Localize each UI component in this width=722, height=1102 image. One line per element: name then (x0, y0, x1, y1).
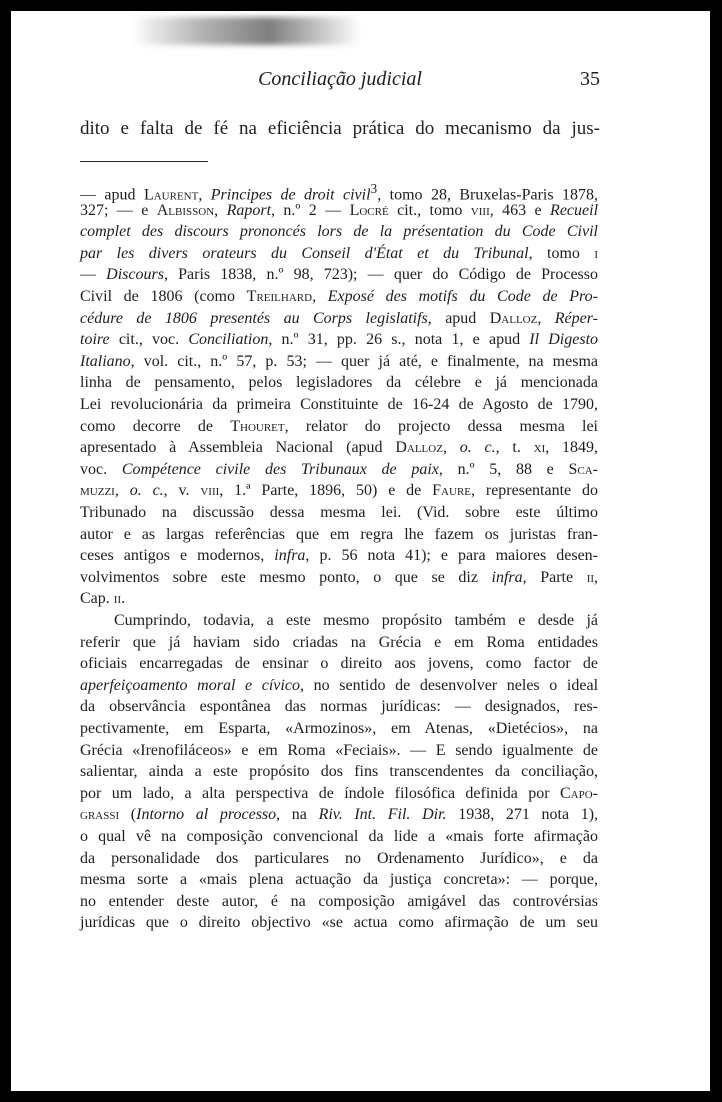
text-run: , t. (495, 439, 534, 457)
text-run: jurídicas que o direito objectivo «se actua como afirmação de um seu (80, 914, 598, 932)
footnote-line (80, 524, 598, 545)
footnote-line (80, 653, 598, 674)
text-run: linha de pensamento, pelos legisladores da célebre e já mencionada (80, 374, 598, 392)
page-number: 35 (580, 68, 600, 90)
text-run: ( (119, 806, 137, 824)
text-run: Raport (226, 201, 272, 219)
footnote-line (80, 869, 598, 890)
text-run: cit., tomo (388, 201, 471, 219)
text-run: Cap. (80, 590, 114, 608)
footnote-line (80, 221, 598, 242)
text-run: apresentado à Assembleia Nacional (apud (80, 439, 396, 457)
text-run: , vol. cit., n.º 57, p. 53; — quer já até, e finalmente, na mesma (130, 352, 598, 370)
text-run: Capo- (559, 784, 598, 802)
text-run: ii (113, 590, 122, 608)
text-run: ii (586, 568, 595, 586)
footnote-line (80, 912, 598, 933)
text-run: Réper- (554, 309, 598, 327)
main-text-line: dito e falta de fé na eficiência prática do mecanismo da jus- (80, 118, 600, 139)
text-run: infra (491, 568, 523, 586)
text-run: Recueil (550, 201, 599, 219)
text-run: 327; — e (80, 201, 157, 219)
text-run: mesma sorte a «mais plena actuação da justiça concreta»: — porque, (80, 871, 598, 889)
text-run: viii (470, 201, 490, 219)
text-run: no entender deste autor, é na composição amigável das controvérsias (80, 892, 598, 910)
text-run: da observância espontânea das normas jurídicas: — designados, res- (80, 698, 598, 716)
text-run: , 463 e (489, 201, 551, 219)
text-run: referir que já haviam sido criadas na Grécia e em Roma entidades (80, 633, 598, 651)
text-run: da personalidade dos particulares no Ordenamento Jurídico», e da (80, 849, 598, 867)
text-run: , relator do projecto dessa mesma lei (284, 417, 599, 435)
text-run: 3 (370, 181, 378, 196)
footnote-line (80, 394, 598, 415)
text-run: grassi (80, 806, 120, 824)
footnote-line (80, 848, 598, 869)
text-run: Discours (106, 266, 164, 284)
footnote-line (80, 308, 598, 329)
text-run: Italiano (80, 352, 131, 370)
text-run: , n.º 5, 88 e (438, 460, 569, 478)
footnote-line (80, 891, 598, 912)
text-run: Riv. Int. Fil. Dir. (318, 806, 447, 824)
text-run: , Paris 1838, n.º 98, 723); — quer do Código de Processo (163, 266, 599, 284)
footnote-line (114, 610, 598, 631)
text-run: aperfeiçoamento moral e cívico (80, 676, 300, 694)
text-run: pectivamente, em Esparta, «Armozinos», em Atenas, «Dietécios», na (80, 720, 598, 737)
text-run: cédure de 1806 presentés au Corps legislatifs (80, 309, 428, 327)
text-run: Civil de 1806 (como (80, 288, 247, 305)
footnote-line (80, 804, 598, 825)
footnote-line (80, 502, 598, 523)
text-run: — (80, 266, 107, 284)
text-run: Intorno al processo (136, 806, 277, 824)
text-run: Thouret (230, 417, 285, 435)
text-run: ceses antigos e modernos, (80, 547, 275, 565)
text-run: , (594, 568, 599, 586)
footnote-line (80, 740, 598, 761)
text-run: Tribunado na discussão dessa mesma lei. (Vid. sobre este último (80, 504, 598, 521)
footnote-line (80, 588, 598, 609)
text-run: Conciliation (188, 331, 269, 349)
footnote-line (80, 632, 598, 653)
text-run: Principes de droit civil (210, 186, 371, 204)
text-run: Il Digesto (529, 331, 599, 349)
text-run: cit., voc. (109, 331, 189, 349)
text-run: infra (274, 547, 306, 565)
text-run: , representante do (471, 482, 599, 500)
text-run: xi (533, 439, 546, 457)
text-run: , na (276, 806, 319, 824)
footnote-line (80, 826, 598, 847)
text-run: , Parte (522, 568, 587, 586)
text-run: , (537, 309, 555, 327)
text-run: como decorre de (80, 417, 231, 435)
footnote-line (80, 696, 598, 717)
footnote-line (80, 329, 598, 350)
text-run: volvimentos sobre este mesmo ponto, o que se diz (80, 568, 492, 586)
text-run: , tomo (528, 244, 595, 262)
text-run: , p. 56 nota 41); e para maiores desen- (305, 547, 598, 565)
text-run: . (121, 590, 126, 608)
scan-smudge (131, 17, 361, 45)
text-run: , n.º 31, pp. 26 s., nota 1, e apud (268, 331, 530, 349)
text-run: Compétence civile des Tribunaux de paix (121, 460, 439, 478)
text-run: complet des discours prononcés lors de la présentation du Code Civil (80, 223, 598, 241)
text-run: i (594, 244, 599, 262)
text-run: , 1.ª Parte, 1896, 50) e de (219, 482, 433, 500)
footnote-line (80, 783, 598, 804)
text-run: o. c. (129, 482, 164, 500)
text-run: voc. (80, 460, 122, 478)
text-run: Laurent (143, 186, 199, 204)
text-run: , n.º 2 — (271, 201, 350, 219)
running-title: Conciliação judicial (258, 68, 422, 90)
text-run: salientar, ainda a este propósito dos fins transcendentes da conciliação, (80, 763, 598, 781)
text-run: Exposé des motifs du Code de Pro- (327, 288, 599, 305)
footnote-line (80, 480, 598, 501)
text-run: , (198, 186, 211, 204)
text-run: Treilhard (246, 288, 313, 305)
text-run: viii (200, 482, 220, 500)
footnote-line (80, 437, 598, 458)
footnote-line (80, 459, 598, 480)
text-run: , apud (427, 309, 490, 327)
footnote-line (80, 286, 598, 307)
text-run: , (442, 439, 460, 457)
footnote-line (80, 372, 598, 393)
text-run: — apud (80, 186, 144, 204)
text-run: toire (80, 331, 110, 349)
text-run: , tomo 28, Bruxelas-Paris 1878, (377, 186, 599, 204)
text-run: Locré (349, 201, 389, 219)
footnote-line (80, 761, 598, 782)
text-run: Dalloz (395, 439, 443, 457)
text-run: Cumprindo, todavia, a este mesmo propósito também e desde já (114, 612, 598, 629)
text-run: , v. (163, 482, 201, 500)
text-run: muzzi (80, 482, 115, 500)
text-run: , (214, 201, 227, 219)
text-run: , 1849, (545, 439, 599, 457)
text-run: Faure (432, 482, 471, 500)
text-run: o qual vê na composição convencional da lide a «mais forte afirmação (80, 828, 598, 845)
footnote-line (80, 264, 598, 285)
footnote-line (80, 416, 598, 437)
footnote-line (80, 675, 598, 696)
text-run: o. c. (459, 439, 496, 457)
footnote-line (80, 567, 598, 588)
text-run: Dalloz (489, 309, 538, 327)
text-run: , (312, 288, 328, 305)
text-run: Grécia «Irenofiláceos» e em Roma «Feciais». — E sendo igualmente de (80, 741, 598, 759)
footnote-line (80, 200, 598, 221)
text-run: 1938, 271 nota 1), (446, 806, 599, 824)
text-run: por um lado, a alta perspectiva de índole filosófica definida por (80, 784, 560, 802)
text-run: , no sentido de desenvolver neles o ideal (299, 676, 599, 694)
text-run: autor e as largas referências que em regra lhe fazem os juristas fran- (80, 525, 598, 543)
footnote-line (80, 243, 598, 264)
book-page (11, 11, 710, 1091)
footnote-line (80, 545, 598, 566)
footnote-line (80, 351, 598, 372)
text-run: , (114, 482, 130, 500)
text-run: Sca- (568, 460, 599, 478)
text-run: par les divers orateurs du Conseil d'État et du Tribunal (80, 244, 529, 262)
text-run: Lei revolucionária da primeira Constituinte de 16-24 de Agosto de 1790, (80, 396, 598, 413)
text-run: Albisson (156, 201, 215, 219)
footnote-line (80, 718, 598, 739)
footnote-separator (80, 161, 208, 162)
text-run: oficiais encarregadas de ensinar o direito aos jovens, como factor de (80, 655, 598, 673)
